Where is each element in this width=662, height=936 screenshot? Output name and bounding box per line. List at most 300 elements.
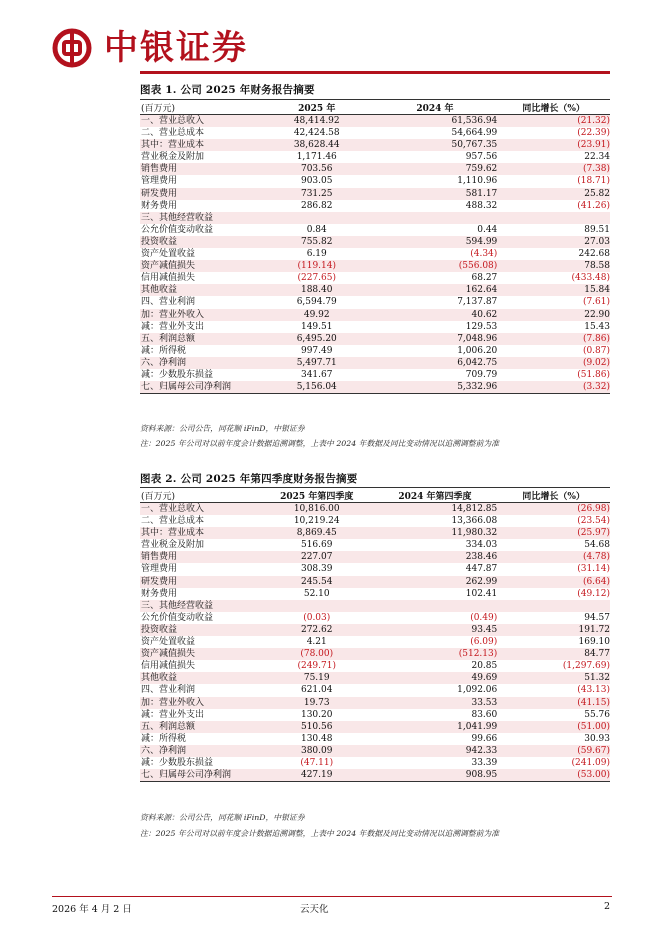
table-row <box>140 563 610 575</box>
value-yoy: 15.84 <box>497 284 610 296</box>
value-text: 0.84 <box>306 224 327 235</box>
value-text: 188.40 <box>300 285 333 296</box>
value-prior: (4.34) <box>470 249 498 260</box>
value-current <box>261 576 373 588</box>
row-label: 管理费用 <box>141 564 178 575</box>
value-prior: 581.17 <box>373 188 498 200</box>
value-current <box>261 248 373 260</box>
value-yoy: (23.91) <box>497 139 610 151</box>
value-prior: 6,042.75 <box>373 357 498 369</box>
row-label: 研发费用 <box>140 188 261 200</box>
value-prior: 49.69 <box>373 672 498 684</box>
row-label: 三、其他经营收益 <box>140 212 261 224</box>
row-label: 资产处置收益 <box>141 637 196 648</box>
row-label: 其中：营业成本 <box>140 527 261 539</box>
value-current <box>261 163 373 175</box>
row-label: 加：营业外收入 <box>140 309 261 321</box>
value-yoy: (21.32) <box>497 115 610 128</box>
table-row <box>140 357 610 369</box>
table-row <box>140 369 610 381</box>
value-prior: 0.44 <box>477 224 498 235</box>
value-current <box>261 636 373 648</box>
row-label: 投资收益 <box>140 236 261 248</box>
value-prior: 162.64 <box>373 284 498 296</box>
value-text: 731.25 <box>300 188 333 199</box>
value-yoy: 94.57 <box>584 612 610 623</box>
value-yoy: (53.00) <box>497 769 610 782</box>
value-prior: 1,092.06 <box>457 685 498 696</box>
table2-title-label: 图表 2. <box>140 473 177 485</box>
row-label: 其中：营业成本 <box>140 139 261 151</box>
row-label: 销售费用 <box>140 551 261 563</box>
value-text: 516.69 <box>300 540 333 551</box>
table-row <box>140 684 610 696</box>
value-yoy: (51.86) <box>577 369 610 380</box>
value-yoy: 22.90 <box>497 309 610 321</box>
value-current <box>261 188 373 200</box>
table-row <box>140 309 610 321</box>
value-prior: 54,664.99 <box>451 128 498 139</box>
value-current <box>261 588 373 600</box>
value-text: 997.49 <box>300 345 333 356</box>
value-current <box>261 284 373 296</box>
value-yoy <box>497 212 610 224</box>
table-row <box>140 188 610 200</box>
value-text: 510.56 <box>300 721 333 732</box>
value-current <box>261 236 373 248</box>
brand-name: 中银证券 <box>104 28 248 68</box>
row-label: 六、净利润 <box>140 745 261 757</box>
row-label: 减：少数股东损益 <box>141 757 214 768</box>
value-yoy: (7.61) <box>582 297 610 308</box>
value-current <box>261 127 373 139</box>
value-yoy: 51.32 <box>497 672 610 684</box>
table-row <box>140 200 610 212</box>
row-label: 六、净利润 <box>140 357 261 369</box>
value-prior: 1,110.96 <box>457 176 498 187</box>
value-prior: 99.66 <box>471 733 498 744</box>
row-label: 减：少数股东损益 <box>141 369 214 380</box>
value-text: 75.19 <box>303 673 330 684</box>
value-current <box>261 139 373 151</box>
table-row <box>140 284 610 296</box>
table2-header-yoy: 同比增长（%） <box>497 488 610 503</box>
value-yoy: 169.10 <box>578 637 610 648</box>
value-prior: 93.45 <box>373 624 498 636</box>
header-divider <box>140 71 610 74</box>
value-text: 6,594.79 <box>296 297 337 308</box>
row-label: 减：营业外支出 <box>141 321 205 332</box>
table1-title-label: 图表 1. <box>140 84 177 96</box>
row-label: 其他收益 <box>140 284 261 296</box>
value-text: 5,497.71 <box>296 357 337 368</box>
value-text: 10,816.00 <box>293 504 340 514</box>
value-prior: 129.53 <box>465 321 498 332</box>
table-row <box>140 721 610 733</box>
value-current <box>261 345 373 357</box>
value-prior: 20.85 <box>471 661 498 672</box>
row-label: 公允价值变动收益 <box>141 612 214 623</box>
value-text: 130.48 <box>300 733 333 744</box>
value-current <box>261 745 373 757</box>
value-text: 903.05 <box>300 176 333 187</box>
table-row <box>140 551 610 563</box>
value-current <box>261 224 373 236</box>
row-label: 二、营业总成本 <box>141 516 205 527</box>
bank-logo-icon <box>52 28 92 68</box>
value-yoy: (4.78) <box>497 551 610 563</box>
value-text: 49.92 <box>303 309 330 320</box>
value-text: (0.03) <box>303 612 331 623</box>
value-text: (47.11) <box>300 757 334 768</box>
table-row <box>140 260 610 272</box>
value-yoy: (26.98) <box>497 503 610 516</box>
value-text: 52.10 <box>303 588 330 599</box>
value-text: 48,414.92 <box>293 116 340 126</box>
value-current <box>261 600 373 612</box>
table-row <box>140 709 610 721</box>
value-yoy: (51.00) <box>497 721 610 733</box>
table-row <box>140 515 610 527</box>
row-label: 三、其他经营收益 <box>140 600 261 612</box>
table-row <box>140 381 610 394</box>
row-label: 管理费用 <box>141 176 178 187</box>
value-yoy: (49.12) <box>577 588 610 599</box>
value-text: 427.19 <box>300 770 333 781</box>
table2 <box>140 487 610 782</box>
value-current <box>261 612 373 624</box>
value-text: 621.04 <box>300 685 333 696</box>
value-prior: 50,767.35 <box>373 139 498 151</box>
value-current <box>261 515 373 527</box>
value-prior <box>373 212 498 224</box>
table-row <box>140 576 610 588</box>
value-current <box>261 260 373 272</box>
table-row <box>140 733 610 745</box>
table-row <box>140 212 610 224</box>
table-row <box>140 527 610 539</box>
row-label: 五、利润总额 <box>140 721 261 733</box>
value-text: (249.71) <box>297 661 336 672</box>
value-yoy: 54.68 <box>584 540 610 551</box>
value-yoy: (31.14) <box>577 564 610 575</box>
value-text: 10,219.24 <box>293 516 340 527</box>
value-prior: 33.39 <box>471 757 498 768</box>
value-yoy: 25.82 <box>497 188 610 200</box>
table1-header-unit: (百万元) <box>140 100 261 115</box>
value-text: 5,156.04 <box>296 382 337 393</box>
value-prior: 5,332.96 <box>373 381 498 394</box>
row-label: 财务费用 <box>141 200 178 211</box>
value-yoy: (6.64) <box>497 576 610 588</box>
value-text: 19.73 <box>303 697 330 708</box>
value-yoy: (3.32) <box>497 381 610 394</box>
report-header <box>52 24 248 72</box>
row-label: 七、归属母公司净利润 <box>140 769 261 782</box>
value-text: 308.39 <box>300 564 333 575</box>
value-prior: 7,048.96 <box>373 333 498 345</box>
table2-source: 资料来源：公司公告，同花顺 iFinD，中银证券 <box>140 813 305 822</box>
value-text: 8,869.45 <box>296 528 337 539</box>
value-text: (119.14) <box>297 261 336 272</box>
value-current <box>261 369 373 381</box>
row-label: 五、利润总额 <box>140 333 261 345</box>
table-row <box>140 139 610 151</box>
value-prior <box>373 600 498 612</box>
value-current <box>261 321 373 333</box>
value-yoy: 27.03 <box>497 236 610 248</box>
value-prior: 942.33 <box>373 745 498 757</box>
value-current <box>261 721 373 733</box>
row-label: 信用减值损失 <box>141 661 196 672</box>
row-label: 其他收益 <box>140 672 261 684</box>
row-label: 一、营业总收入 <box>140 115 261 128</box>
value-current <box>261 381 373 394</box>
value-yoy: (41.26) <box>577 200 610 211</box>
table2-header-2024q4: 2024 年第四季度 <box>373 488 498 503</box>
value-prior: 1,006.20 <box>457 345 498 356</box>
table1-header-2025: 2025 年 <box>261 100 373 115</box>
row-label: 资产处置收益 <box>141 249 196 260</box>
value-current <box>261 212 373 224</box>
table-row <box>140 163 610 175</box>
value-yoy: (7.86) <box>497 333 610 345</box>
table-row <box>140 127 610 139</box>
table-row <box>140 588 610 600</box>
value-text: (227.65) <box>297 273 336 284</box>
row-label: 营业税金及附加 <box>141 152 205 163</box>
value-current <box>261 175 373 187</box>
footer-page-number: 2 <box>604 901 611 912</box>
table1-note: 注：2025 年公司对以前年度会计数据追溯调整，上表中 2024 年数据及同比变动情况以追溯调整前为准 <box>140 439 499 448</box>
table-row <box>140 539 610 551</box>
row-label: 四、营业利润 <box>141 297 196 308</box>
value-text: 380.09 <box>300 745 333 756</box>
table-row <box>140 224 610 236</box>
row-label: 减：营业外支出 <box>141 709 205 720</box>
value-prior: 709.79 <box>465 369 498 380</box>
value-current <box>261 660 373 672</box>
table1-source: 资料来源：公司公告，同花顺 iFinD，中银证券 <box>140 424 305 433</box>
row-label: 资产减值损失 <box>140 260 261 272</box>
table-row <box>140 624 610 636</box>
value-current <box>261 309 373 321</box>
value-text: 286.82 <box>300 200 333 211</box>
value-prior: 447.87 <box>465 564 498 575</box>
value-current <box>261 200 373 212</box>
row-label: 一、营业总收入 <box>140 503 261 516</box>
value-current <box>261 551 373 563</box>
value-yoy: 242.68 <box>578 249 610 260</box>
table-row <box>140 175 610 187</box>
value-prior: 957.56 <box>465 152 498 163</box>
value-yoy: (9.02) <box>497 357 610 369</box>
value-prior: 759.62 <box>373 163 498 175</box>
table-row <box>140 503 610 516</box>
value-yoy: (41.15) <box>497 697 610 709</box>
value-current <box>261 563 373 575</box>
value-current <box>261 769 373 782</box>
value-current <box>261 709 373 721</box>
table-row <box>140 321 610 333</box>
value-text: 1,171.46 <box>296 152 337 163</box>
footer-date: 2026 年 4 月 2 日 <box>52 904 132 915</box>
value-text: 38,628.44 <box>293 140 340 151</box>
footer-company: 云天化 <box>300 904 329 915</box>
table-row <box>140 345 610 357</box>
value-yoy: (0.87) <box>582 345 610 356</box>
table-row <box>140 648 610 660</box>
value-yoy: 15.43 <box>584 321 610 332</box>
row-label: 资产减值损失 <box>140 648 261 660</box>
row-label: 销售费用 <box>140 163 261 175</box>
table-row <box>140 248 610 260</box>
value-text: 130.20 <box>300 709 333 720</box>
value-prior: 61,536.94 <box>373 115 498 128</box>
value-prior: 68.27 <box>471 273 498 284</box>
value-yoy: 84.77 <box>497 648 610 660</box>
value-yoy: 191.72 <box>497 624 610 636</box>
row-label: 研发费用 <box>140 576 261 588</box>
value-text: 6,495.20 <box>296 333 337 344</box>
value-prior: 13,366.08 <box>451 516 498 527</box>
table-row <box>140 697 610 709</box>
row-label: 信用减值损失 <box>141 273 196 284</box>
row-label: 营业税金及附加 <box>141 540 205 551</box>
value-current <box>261 357 373 369</box>
value-prior: 11,980.32 <box>373 527 498 539</box>
table-row <box>140 636 610 648</box>
value-prior: 262.99 <box>373 576 498 588</box>
value-yoy: (59.67) <box>497 745 610 757</box>
row-label: 二、营业总成本 <box>141 128 205 139</box>
value-text: 272.62 <box>300 624 333 635</box>
value-current <box>261 296 373 308</box>
value-current <box>261 697 373 709</box>
table-row <box>140 757 610 769</box>
value-yoy <box>497 600 610 612</box>
value-text: 703.56 <box>300 164 333 175</box>
value-current <box>261 684 373 696</box>
row-label: 公允价值变动收益 <box>141 224 214 235</box>
value-current <box>261 272 373 284</box>
table1-title-text: 公司 2025 年财务报告摘要 <box>180 84 315 96</box>
value-yoy: 78.58 <box>497 260 610 272</box>
value-yoy: (433.48) <box>571 273 610 284</box>
value-current <box>261 115 373 128</box>
table-row <box>140 600 610 612</box>
value-current <box>261 672 373 684</box>
value-text: 227.07 <box>300 552 333 563</box>
value-prior: 33.53 <box>373 697 498 709</box>
table2-header-2025q4: 2025 年第四季度 <box>261 488 373 503</box>
table2-header-unit: (百万元) <box>140 488 261 503</box>
table-row <box>140 769 610 782</box>
value-prior: 908.95 <box>373 769 498 782</box>
row-label: 投资收益 <box>140 624 261 636</box>
table-row <box>140 236 610 248</box>
value-current <box>261 527 373 539</box>
table1 <box>140 99 610 394</box>
value-current <box>261 648 373 660</box>
row-label: 减：所得税 <box>141 345 187 356</box>
table1-title <box>140 82 315 97</box>
value-prior: 488.32 <box>465 200 498 211</box>
value-yoy: 30.93 <box>584 733 610 744</box>
row-label: 加：营业外收入 <box>140 697 261 709</box>
value-current <box>261 151 373 163</box>
table-row <box>140 272 610 284</box>
value-prior: (6.09) <box>470 637 498 648</box>
value-current <box>261 539 373 551</box>
value-prior: (512.13) <box>373 648 498 660</box>
table-row <box>140 660 610 672</box>
value-yoy: (43.13) <box>577 685 610 696</box>
value-prior: 238.46 <box>373 551 498 563</box>
row-label: 四、营业利润 <box>141 685 196 696</box>
table1-header-yoy: 同比增长（%） <box>497 100 610 115</box>
table1-header-2024: 2024 年 <box>373 100 498 115</box>
value-prior: 594.99 <box>373 236 498 248</box>
value-prior: 7,137.87 <box>457 297 498 308</box>
value-text: 245.54 <box>300 576 333 587</box>
value-current <box>261 333 373 345</box>
value-prior: (556.08) <box>373 260 498 272</box>
value-prior: 102.41 <box>465 588 498 599</box>
value-text: 42,424.58 <box>293 128 340 139</box>
table2-note: 注：2025 年公司对以前年度会计数据追溯调整，上表中 2024 年数据及同比变动情况以追溯调整前为准 <box>140 829 499 838</box>
row-label: 七、归属母公司净利润 <box>140 381 261 394</box>
value-current <box>261 757 373 769</box>
table-row <box>140 612 610 624</box>
table-row <box>140 672 610 684</box>
value-prior: 14,812.85 <box>373 503 498 516</box>
value-yoy: (241.09) <box>571 757 610 768</box>
value-current <box>261 733 373 745</box>
value-prior: 40.62 <box>373 309 498 321</box>
footer-divider <box>52 896 612 897</box>
table-row <box>140 333 610 345</box>
value-yoy: (7.38) <box>497 163 610 175</box>
value-yoy: (18.71) <box>577 176 610 187</box>
table-row <box>140 115 610 128</box>
table2-title <box>140 471 357 486</box>
value-current <box>261 503 373 516</box>
table-row <box>140 745 610 757</box>
value-prior: 83.60 <box>471 709 498 720</box>
value-prior: 334.03 <box>465 540 498 551</box>
value-yoy: (25.97) <box>497 527 610 539</box>
value-text: 755.82 <box>300 236 333 247</box>
value-prior: (0.49) <box>470 612 498 623</box>
value-yoy: 55.76 <box>584 709 610 720</box>
value-text: 149.51 <box>300 321 333 332</box>
value-text: 341.67 <box>300 369 333 380</box>
table-row <box>140 296 610 308</box>
value-current <box>261 624 373 636</box>
value-yoy: (1,297.69) <box>562 661 610 672</box>
value-prior: 1,041.99 <box>373 721 498 733</box>
value-yoy: 22.34 <box>584 152 610 163</box>
value-text: (78.00) <box>300 649 334 660</box>
row-label: 减：所得税 <box>141 733 187 744</box>
table-row <box>140 151 610 163</box>
table2-title-text: 公司 2025 年第四季度财务报告摘要 <box>180 473 358 485</box>
row-label: 财务费用 <box>141 588 178 599</box>
value-text: 4.21 <box>306 637 327 648</box>
value-yoy: (22.39) <box>577 128 610 139</box>
value-text: 6.19 <box>306 249 327 260</box>
